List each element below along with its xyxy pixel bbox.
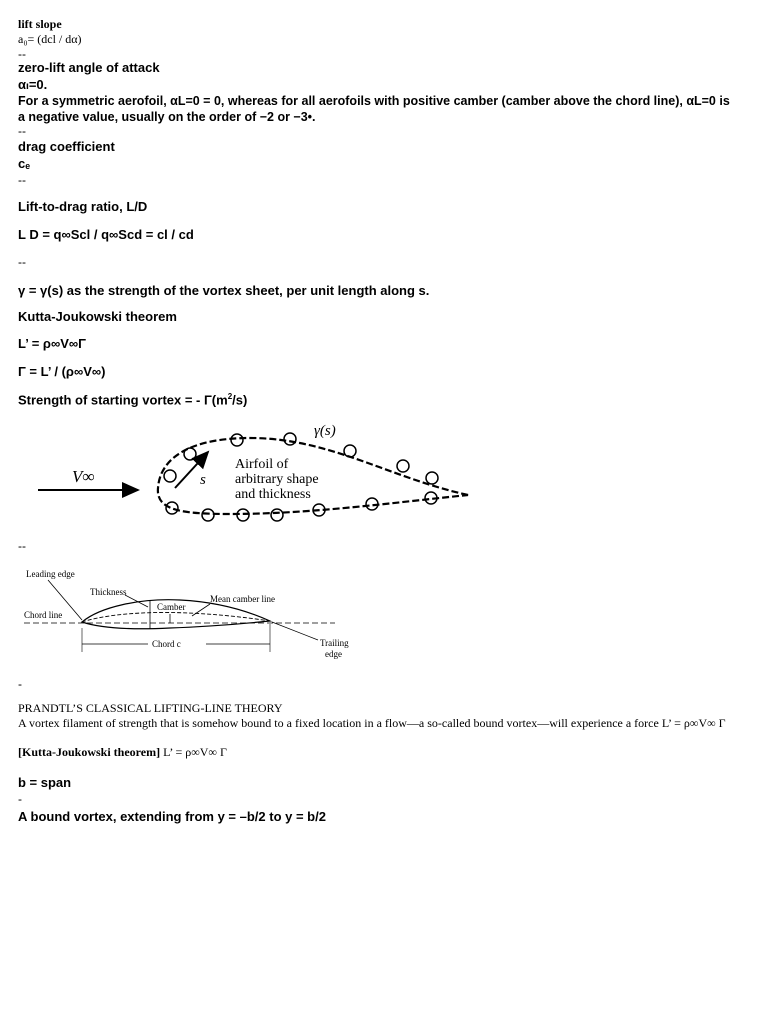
mean-camber-line <box>82 612 270 622</box>
kutta-joukowski-formula: L’ = ρ∞V∞Γ <box>18 336 86 351</box>
separator: -- <box>18 539 26 553</box>
camber-label: Camber <box>157 602 186 612</box>
s-label: s <box>200 472 206 488</box>
gamma-s-label: γ(s) <box>314 423 336 439</box>
alpha-zero-lift: αₗ=0. <box>18 77 48 92</box>
freestream-label: V∞ <box>72 467 95 486</box>
separator: -- <box>18 255 26 269</box>
starting-vortex-strength: Strength of starting vortex = - $\Gamma(m^2/s)$ <box>18 392 248 408</box>
airfoil-text-line-2: arbitrary shape <box>235 472 319 487</box>
zero-lift-heading: zero-lift angle of attack <box>18 60 160 75</box>
bound-vortex-extent: A bound vortex, extending from y = –b/2 to y = b/2 <box>18 809 326 824</box>
separator: -- <box>18 124 26 138</box>
trailing-label: Trailing <box>320 638 349 648</box>
symmetric-aerofoil-note: For a symmetric aerofoil, αL=0 = 0, whereas for all aerofoils with positive camber (camber above the chord line), αL=0 is a negative value, usually on the order of −2 or −3•. <box>18 94 730 124</box>
mean-camber-line-label: Mean camber line <box>210 594 275 604</box>
airfoil-text-line-3: and thickness <box>235 487 311 502</box>
separator: -- <box>18 47 26 61</box>
airfoil-nomenclature-figure <box>20 562 365 662</box>
kutta-joukowski-heading: Kutta-Joukowski theorem <box>18 309 177 324</box>
chord-line-label: Chord line <box>24 610 63 620</box>
chord-label: Chord c <box>152 639 181 649</box>
lift-slope-formula: a₀= (dcl / dα) <box>18 32 82 46</box>
drag-coefficient-heading: drag coefficient <box>18 139 115 154</box>
lift-to-drag-formula: L D = q∞Scl / q∞Scd = cl / cd <box>18 227 194 242</box>
kutta-joukowski-bracket-line: [Kutta-Joukowski theorem] L’ = ρ∞V∞ Γ <box>18 745 227 759</box>
thickness-label: Thickness <box>90 587 127 597</box>
lift-to-drag-heading: Lift-to-drag ratio, L/D <box>18 199 148 214</box>
edge-label: edge <box>325 649 342 659</box>
separator: - <box>18 677 22 691</box>
circulation-formula: Γ = L’ / (ρ∞V∞) <box>18 364 106 379</box>
separator: - <box>18 792 22 806</box>
separator: -- <box>18 173 26 187</box>
vortex-sheet-definition: γ = γ(s) as the strength of the vortex sheet, per unit length along s. <box>18 283 430 298</box>
leading-edge-label: Leading edge <box>26 569 75 579</box>
lift-slope-heading: lift slope <box>18 17 62 31</box>
bound-vortex-description: A vortex filament of strength that is somehow bound to a fixed location in a flow—a so-called bound vortex—will experience a force L’ = ρ∞V∞ Γ <box>18 716 726 730</box>
airfoil-text-line-1: Airfoil of <box>235 457 289 472</box>
vortex-sheet-airfoil-figure <box>30 418 480 533</box>
prandtl-heading: PRANDTL’S CLASSICAL LIFTING-LINE THEORY <box>18 701 283 715</box>
span-definition: b = span <box>18 775 72 790</box>
drag-coefficient-symbol: cₑ <box>18 156 31 171</box>
